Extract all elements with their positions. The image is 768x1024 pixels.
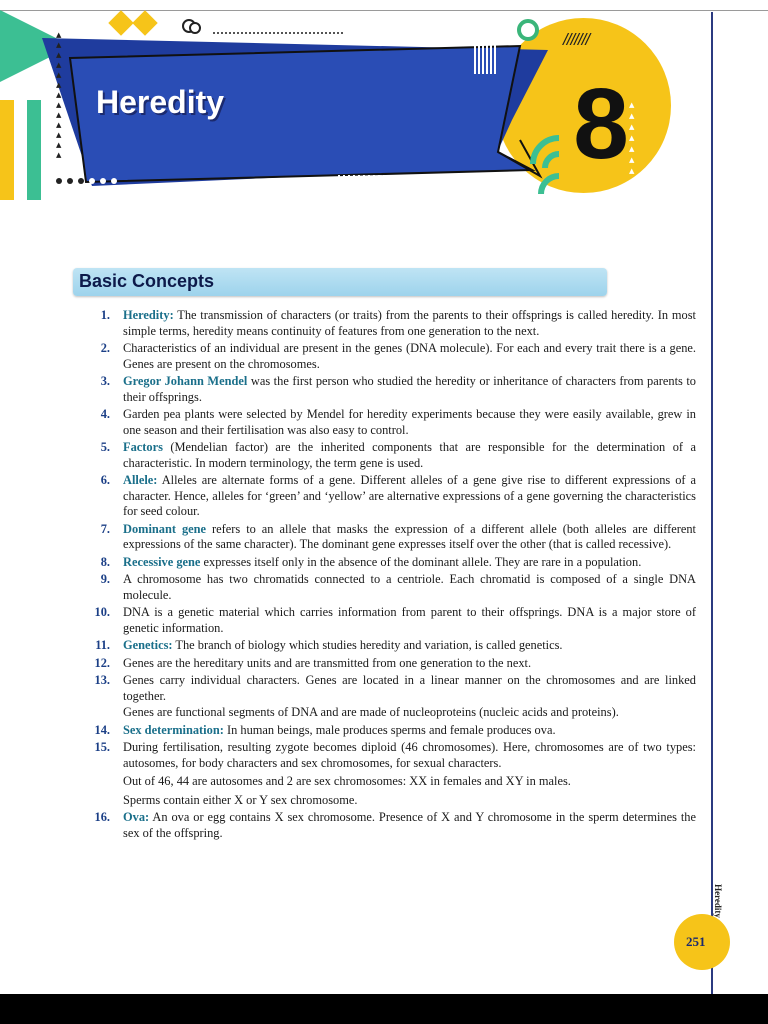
item-number: 8. — [100, 554, 110, 569]
item-number: 7. — [100, 521, 110, 536]
item-number: 10. — [94, 605, 110, 619]
list-item — [88, 638, 696, 654]
list-item — [88, 440, 696, 471]
item-term: Gregor Johann Mendel — [123, 374, 248, 388]
item-extra-text: Out of 46, 44 are autosomes and 2 are sex chromosomes: XX in females and XY in males. — [123, 774, 571, 788]
section-heading — [73, 268, 607, 296]
list-item — [88, 341, 696, 372]
item-text: Characteristics of an individual are present in the genes (DNA molecule). For each and every trait there is a gene. Genes are present on the chromosomes. — [123, 341, 696, 371]
chapter-title: Heredity — [96, 84, 225, 120]
list-item — [88, 605, 696, 636]
item-number: 13. — [94, 673, 110, 687]
item-term: Heredity: — [123, 308, 174, 322]
item-text: was the first person who studied the heredity or inheritance of characters from parents to their offsprings. — [123, 374, 697, 404]
chapter-header — [0, 0, 711, 215]
page-number: 251 — [686, 934, 706, 949]
item-term: Genetics: — [123, 638, 173, 652]
page-number-badge — [674, 914, 730, 970]
item-term: Sex determination: — [123, 722, 224, 737]
list-item — [88, 810, 696, 841]
item-number: 3. — [100, 374, 110, 388]
barcode-decoration — [474, 38, 496, 74]
list-item — [88, 407, 696, 438]
item-text: In human beings, male produces sperms and female produces ova. — [226, 722, 556, 737]
list-item — [88, 740, 696, 808]
triangle-column-decoration: ▲ ▲ ▲ ▲ ▲ ▲ ▲ — [629, 101, 635, 175]
item-number: 12. — [94, 655, 110, 670]
item-text: The branch of biology which studies heredity and variation, is called genetics. — [175, 638, 563, 652]
item-number: 9. — [100, 572, 110, 586]
item-number: 5. — [100, 440, 110, 454]
item-text: expresses itself only in the absence of the dominant allele. They are rare in a population. — [203, 554, 642, 569]
triangle-column-decoration: ▲ ▲ ▲ ▲ ▲ ▲ ▲ ▲ ▲ ▲ ▲ ▲ ▲ — [56, 31, 62, 159]
arc-decoration — [519, 128, 569, 200]
chapter-number: 8 — [573, 68, 629, 180]
item-text: Garden pea plants were selected by Mendel for heredity experiments because they were easily available, grew in one season and their fertilisation was also easy to control. — [123, 407, 696, 437]
item-number: 1. — [100, 308, 110, 322]
margin-rule — [711, 12, 713, 994]
item-extra-text: Genes are functional segments of DNA and are made of nucleoproteins (nucleic acids and proteins). — [123, 705, 619, 719]
item-extra-text: Sperms contain either X or Y sex chromosome. — [123, 792, 358, 807]
list-item — [88, 723, 696, 739]
item-text: An ova or egg contains X sex chromosome. Presence of X and Y chromosome in the sperm determines the sex of the offspring. — [123, 810, 696, 840]
dots-decoration — [56, 178, 117, 184]
item-text: The transmission of characters (or traits) from the parents to their offsprings is called heredity. In most simple terms, heredity means continuity of features from one generation to the next. — [123, 308, 697, 338]
slash-decoration: /////// — [563, 30, 590, 49]
item-number: 14. — [94, 722, 110, 737]
item-text: Genes carry individual characters. Genes are located in a linear manner on the chromosomes and are linked together. — [123, 673, 696, 703]
concepts-list — [88, 308, 696, 843]
item-term: Factors — [123, 440, 163, 454]
list-item — [88, 522, 696, 553]
list-item — [88, 374, 696, 405]
list-item — [88, 673, 696, 721]
item-term: Ova: — [123, 810, 150, 824]
item-number: 16. — [94, 810, 110, 824]
item-number: 4. — [100, 407, 110, 421]
list-item — [88, 656, 696, 672]
item-term: Allele: — [123, 473, 158, 487]
item-text: Genes are the hereditary units and are transmitted from one generation to the next. — [123, 655, 532, 670]
item-term: Dominant gene — [123, 521, 207, 536]
list-item — [88, 473, 696, 520]
item-text: During fertilisation, resulting zygote becomes diploid (46 chromosomes). Here, chromosomes are of two types: autosomes, for body characters and sex chromosomes, for sexual characters. — [123, 740, 696, 770]
list-item — [88, 555, 696, 571]
bottom-bar — [0, 994, 768, 1024]
list-item — [88, 572, 696, 603]
list-item — [88, 308, 696, 339]
section-heading-text: Basic Concepts — [79, 271, 215, 291]
item-number: 2. — [100, 341, 110, 355]
item-text: refers to an allele that masks the expression of a different allele (both alleles are different expressions of the same character). The dominant gene expresses itself over the other (that is called recessive). — [123, 521, 696, 551]
item-text: DNA is a genetic material which carries information from parent to their offsprings. DNA is a major store of genetic information. — [123, 605, 696, 635]
item-text: A chromosome has two chromatids connected to a centriole. Each chromatid is composed of a single DNA molecule. — [123, 572, 696, 602]
item-text: (Mendelian factor) are the inherited components that are responsible for the determination of a characteristic. In modern terminology, the term gene is used. — [123, 440, 696, 470]
item-number: 6. — [100, 473, 110, 487]
side-chapter-label-text: Heredity — [713, 884, 723, 918]
item-number: 11. — [95, 638, 110, 652]
item-text: Alleles are alternate forms of a gene. Different alleles of a gene give rise to different expressions of a character. Hence, alleles for ‘green’ and ‘yellow’ are alternative expressions of a gene governing the characteristics for seed colour. — [123, 473, 696, 518]
item-number: 15. — [94, 740, 110, 754]
item-term: Recessive gene — [123, 554, 201, 569]
